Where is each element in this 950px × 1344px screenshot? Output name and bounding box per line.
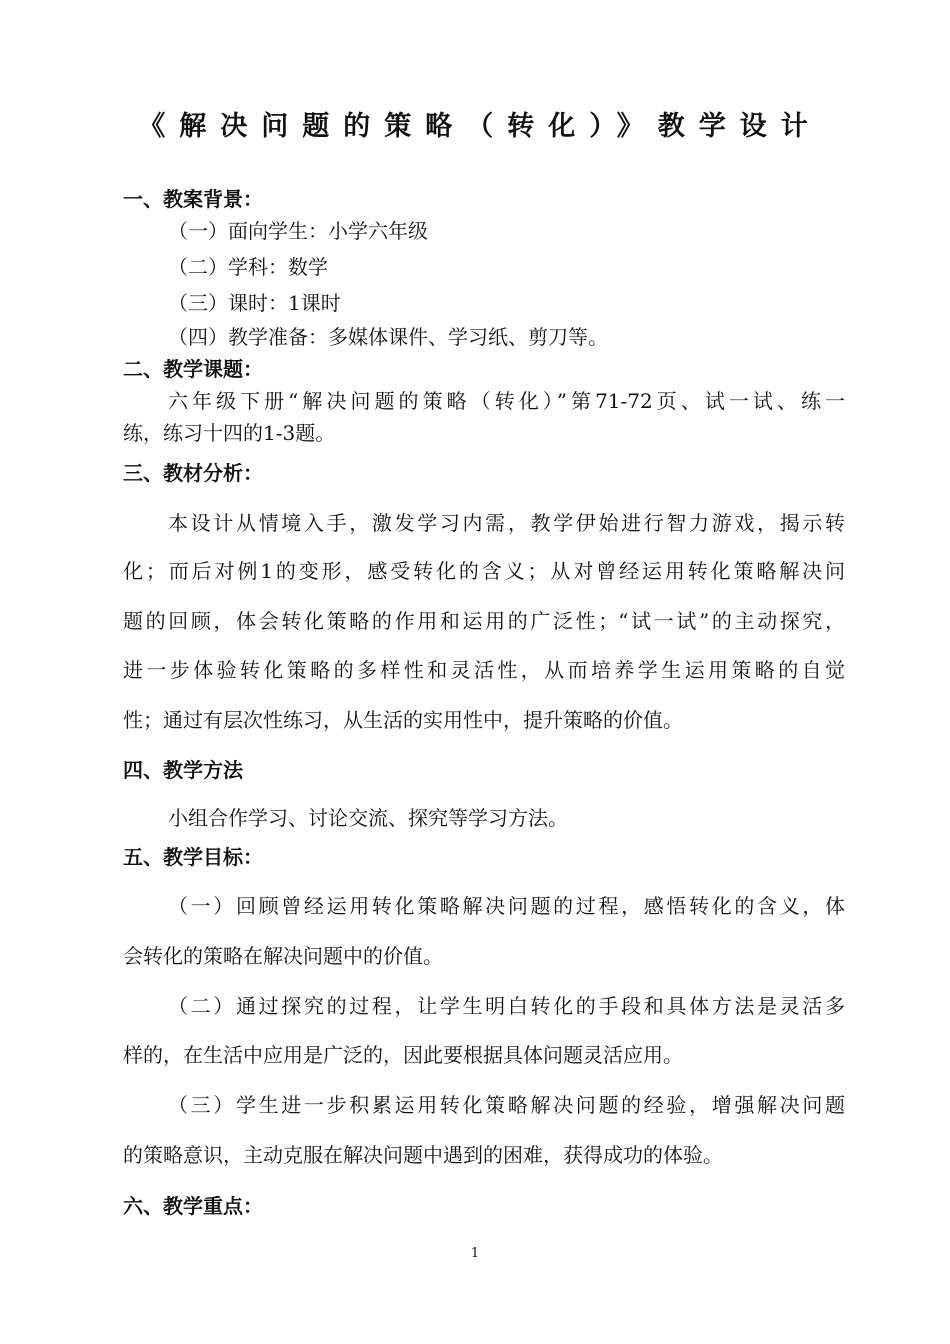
- section-heading-analysis: 三、教材分析：: [123, 461, 263, 485]
- section-heading-background: 一、教案背景：: [123, 187, 263, 211]
- goal-line: 样的，在生活中应用是广泛的，因此要根据具体问题灵活应用。: [123, 1043, 683, 1067]
- background-item-hours: （三）课时：1课时: [168, 291, 341, 315]
- page-title: 《解决问题的策略（转化）》教学设计: [138, 111, 822, 142]
- goal-line: （三）学生进一步积累运用转化策略解决问题的经验，增强解决问题: [168, 1093, 845, 1117]
- section-heading-key-points: 六、教学重点：: [123, 1194, 263, 1218]
- topic-line: 六年级下册“解决问题的策略（转化）”第71-72页、试一试、练一: [168, 389, 845, 413]
- background-item-preparation: （四）教学准备：多媒体课件、学习纸、剪刀等。: [168, 325, 608, 349]
- section-heading-goals: 五、教学目标：: [123, 845, 263, 869]
- section-heading-methods: 四、教学方法: [123, 758, 243, 782]
- analysis-line: 进一步体验转化策略的多样性和灵活性，从而培养学生运用策略的自觉: [123, 658, 845, 682]
- section-heading-topic: 二、教学课题：: [123, 357, 263, 381]
- goal-line: 的策略意识，主动克服在解决问题中遇到的困难，获得成功的体验。: [123, 1143, 723, 1167]
- analysis-line: 性；通过有层次性练习，从生活的实用性中，提升策略的价值。: [123, 708, 683, 732]
- page-number: 1: [470, 1246, 480, 1261]
- topic-line: 练，练习十四的1-3题。: [123, 421, 336, 445]
- goal-line: （二）通过探究的过程，让学生明白转化的手段和具体方法是灵活多: [168, 994, 845, 1018]
- goal-line: （一）回顾曾经运用转化策略解决问题的过程，感悟转化的含义，体: [168, 894, 845, 918]
- goal-line: 会转化的策略在解决问题中的价值。: [123, 944, 443, 968]
- background-item-subject: （二）学科：数学: [168, 255, 328, 279]
- background-item-students: （一）面向学生：小学六年级: [168, 219, 428, 243]
- analysis-line: 本设计从情境入手，激发学习内需，教学伊始进行智力游戏，揭示转: [168, 511, 845, 535]
- methods-line: 小组合作学习、讨论交流、探究等学习方法。: [168, 806, 568, 830]
- analysis-line: 化；而后对例1的变形，感受转化的含义；从对曾经运用转化策略解决问: [123, 559, 845, 583]
- analysis-line: 题的回顾，体会转化策略的作用和运用的广泛性；“试一试”的主动探究，: [123, 609, 845, 633]
